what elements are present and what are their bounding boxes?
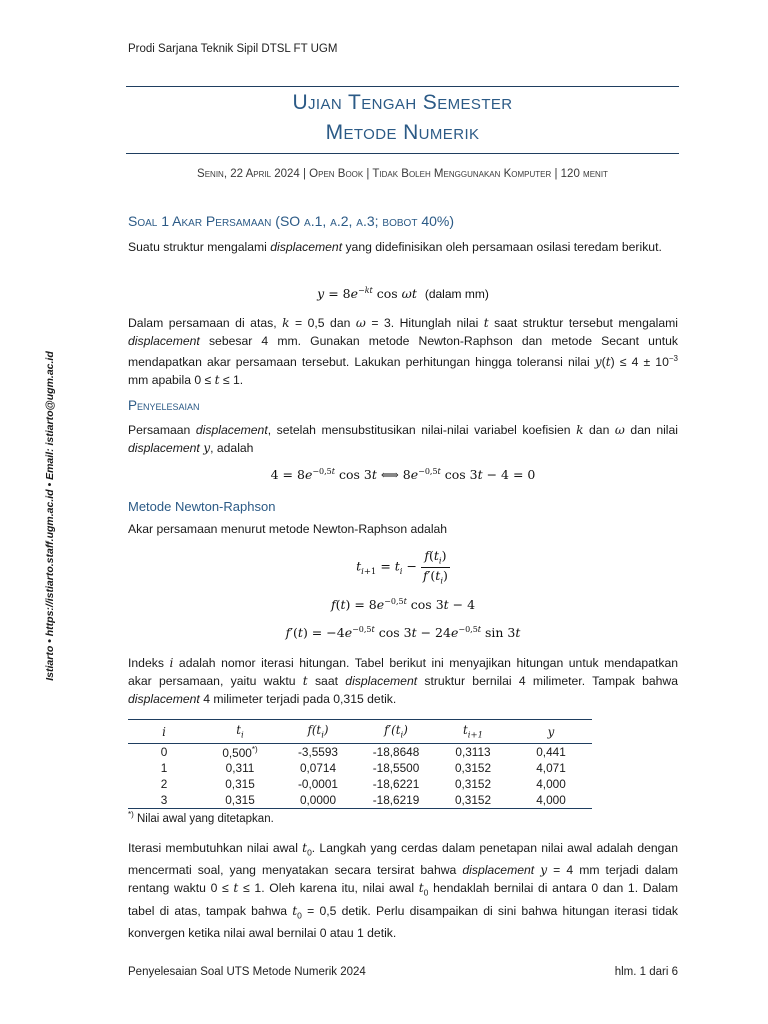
- col-f: $f(t_i)$: [280, 720, 356, 744]
- cell-fprime: -18,8648: [372, 745, 420, 760]
- table-row: [128, 760, 592, 776]
- cell-f: -3,5593: [297, 745, 338, 760]
- cell-fprime: -18,6219: [356, 792, 436, 809]
- col-ti: $t_i$: [200, 720, 280, 744]
- cell-y: 4,071: [536, 761, 566, 776]
- cell-ti1: 0,3113: [455, 745, 491, 760]
- cell-fprime: -18,5500: [372, 761, 420, 776]
- page-title-line1: Ujian Tengah Semester: [292, 91, 513, 114]
- page-title-line2: Metode Numerik: [325, 121, 480, 144]
- title-bottom-rule: [126, 153, 679, 154]
- col-y: y: [510, 720, 592, 744]
- table-row: [128, 792, 592, 809]
- cell-ti: 0,500*): [222, 744, 258, 760]
- solution-heading: Penyelesaian: [128, 398, 200, 413]
- col-ti1: $t_{i+1}$: [436, 720, 510, 744]
- cell-i: 3: [128, 792, 200, 809]
- iteration-table: [128, 719, 592, 809]
- newton-raphson-intro: Akar persamaan menurut metode Newton-Raphson adalah: [128, 522, 448, 536]
- cell-ti1: 0,3152: [454, 777, 492, 792]
- solution-paragraph-1: Persamaan displacement, setelah mensubstitusikan nilai-nilai variabel koefisien k dan ω dan nilai displacement y, adalah: [128, 423, 678, 455]
- table-header-row: [128, 720, 592, 744]
- solution-paragraph-3: Indeks i adalah nomor iterasi hitungan. Tabel berikut ini menyajikan hitungan untuk mendapatkan akar persamaan, yaitu waktu t saat displacement struktur bernilai 4 milimeter. Tampak bahwa displacement 4 milimeter terjadi pada 0,315 detik.: [128, 656, 679, 706]
- cell-ti1: 0,3152: [454, 761, 492, 776]
- cell-y: 4,000: [510, 792, 592, 809]
- col-fprime: $f'(t_i)$: [356, 720, 436, 744]
- cell-ti: 0,315: [200, 792, 280, 809]
- table-row: [128, 776, 592, 792]
- table-row: [128, 744, 592, 761]
- cell-i: 1: [160, 761, 168, 776]
- cell-f: -0,0001: [297, 777, 338, 792]
- closing-paragraph: Iterasi membutuhkan nilai awal $t_0$. Langkah yang cerdas dalam penetapan nilai awal adalah dengan mencermati soal, yang menyatakan secara tersirat bahwa displacement y = 4 mm terjadi dalam rentang waktu 0 ≤ t ≤ 1. Oleh karena itu, nilai awal $t_0$ hendaklah bernilai di antara 0 dan 1. Dalam tabel di atas, tampak bahwa $t_0 = 0,5$ detik. Perlu disampaikan di sini bahwa hitungan iterasi tidak konvergen ketika nilai awal bernilai 0 atau 1 detik.: [128, 841, 678, 941]
- footer-document-title: Penyelesaian Soal UTS Metode Numerik 2024: [128, 966, 366, 978]
- newton-raphson-heading: Metode Newton-Raphson: [128, 499, 276, 514]
- soal-intro: Suatu struktur mengalami displacement yang didefinisikan oleh persamaan osilasi teredam berikut.: [128, 240, 662, 254]
- cell-y: 4,000: [536, 777, 566, 792]
- soal-paragraph-2: Dalam persamaan di atas, k = 0,5 dan ω = 3. Hitunglah nilai t saat struktur tersebut mengalami displacement sebesar 4 mm. Gunakan metode Newton-Raphson dan metode Secant untuk mendapatkan akar persamaan tersebut. Lakukan perhitungan hingga toleransi nilai $y(t) \le 4 \pm 10^{-3}$ mm apabila 0 ≤ t ≤ 1.: [128, 316, 678, 388]
- cell-f: 0,0000: [280, 792, 356, 809]
- equation-substituted: $4 = 8e^{-0,5t}$ cos 3t ⟺ $8e^{-0,5t}$ cos 3t − 4 = 0: [270, 467, 536, 483]
- cell-ti: 0,315: [225, 777, 255, 792]
- col-i: i: [128, 720, 200, 744]
- equation-displacement: $y = 8e^{-kt}$ cos ωt (dalam mm): [317, 286, 489, 302]
- equation-f-of-t: $f(t) = 8e^{-0,5t}$ cos 3t − 4: [330, 597, 476, 613]
- header-institution: Prodi Sarjana Teknik Sipil DTSL FT UGM: [128, 43, 338, 55]
- footer-page-number: hlm. 1 dari 6: [614, 966, 678, 978]
- equation-f-prime-of-t: $f'(t) = -4e^{-0,5t}$ $\cos 3t - 24e^{-0,5t}$ sin 3t: [285, 625, 521, 641]
- cell-f: 0,0714: [299, 761, 337, 776]
- cell-i: 0: [160, 745, 168, 760]
- cell-ti1: 0,3152: [436, 792, 510, 809]
- cell-ti: 0,311: [225, 761, 255, 776]
- cell-y: 0,441: [536, 745, 566, 760]
- exam-subtitle: Senin, 22 April 2024 | Open Book | Tidak Boleh Menggunakan Komputer | 120 menit: [197, 168, 608, 180]
- cell-i: 2: [160, 777, 168, 792]
- soal-heading: Soal 1 Akar Persamaan (SO a.1, a.2, a.3; bobot 40%): [128, 213, 455, 229]
- title-top-rule: [126, 86, 679, 87]
- cell-fprime: -18,6221: [372, 777, 420, 792]
- table-footnote: *) Nilai awal yang ditetapkan.: [128, 810, 274, 825]
- side-author-contact: Istiarto • https://istiarto.staff.ugm.ac.id • Email: istiarto@ugm.ac.id: [44, 351, 56, 681]
- equation-newton-raphson: $t_{i+1} = t_i$ − $\frac{f(t_i)}{f'(t_i)}$: [356, 548, 448, 586]
